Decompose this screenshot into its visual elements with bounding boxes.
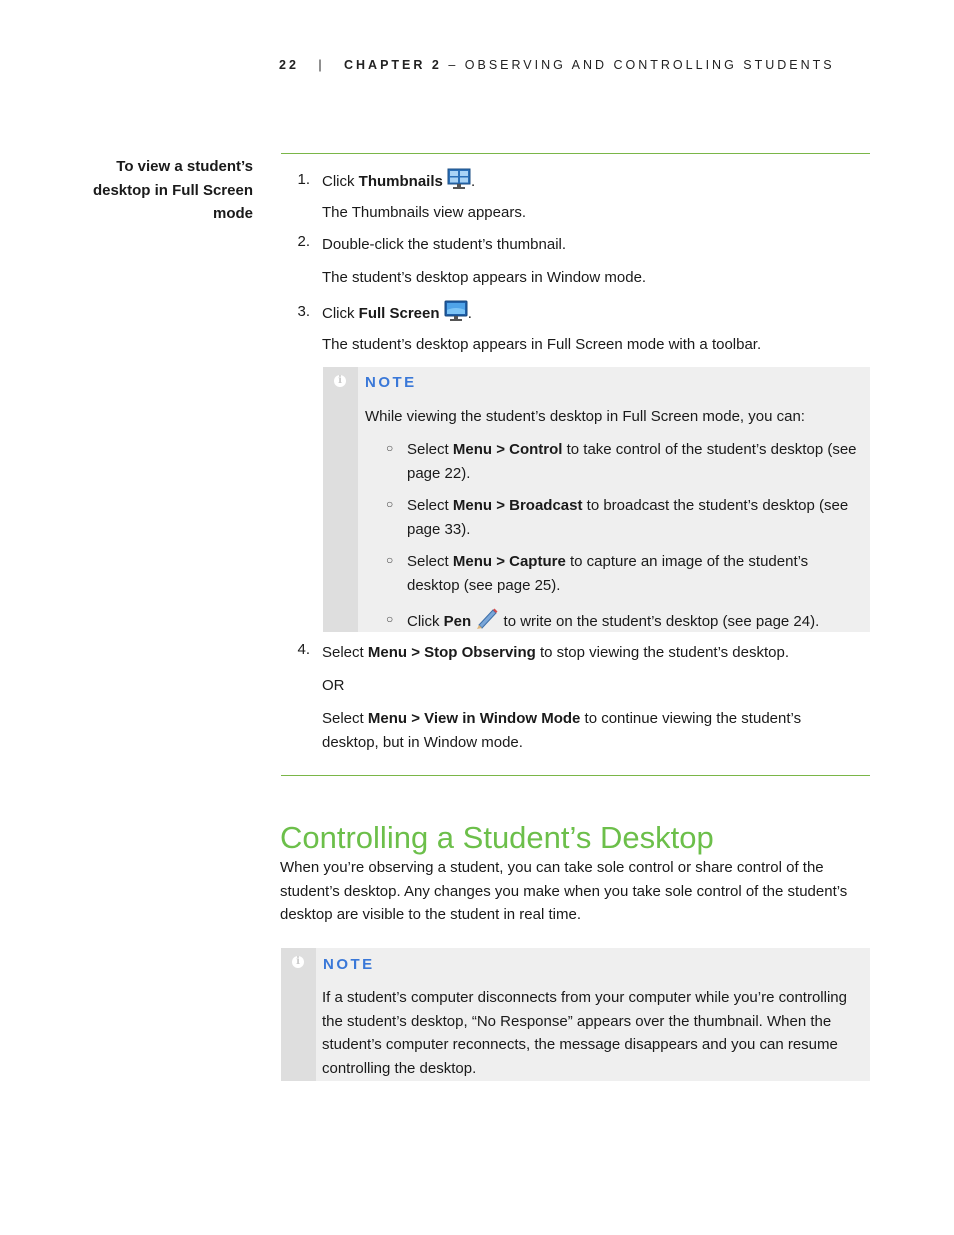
bullet-text: Click [407,613,444,630]
body-line: desktop are visible to the student in real time. [280,906,581,923]
header-separator: | [318,58,325,72]
bullet-text: Select [407,441,453,458]
step-3-text [322,302,472,326]
pen-icon [475,607,499,629]
step-3-result: The student’s desktop appears in Full Screen mode with a toolbar. [322,336,762,353]
page-number: 22 [279,58,299,72]
procedure-heading-line: desktop in Full Screen [92,181,253,199]
step-text: to continue viewing the student’s [580,710,802,727]
step-text: Click [322,305,359,322]
ui-term: Thumbnails [358,173,443,190]
ui-term: Full Screen [358,305,440,322]
bullet-text: page 22). [407,464,471,482]
procedure-heading-line: mode [212,205,253,222]
bullet-text: to write on the student’s desktop (see page 24). [499,613,820,630]
chapter-label: CHAPTER 2 [344,58,442,72]
step-number: 1. [297,171,310,188]
ui-term: Menu > Broadcast [452,497,583,514]
ui-term: Menu > Capture [452,553,566,570]
step-text: Click [322,173,359,190]
step-2-result: The student’s desktop appears in Window mode. [322,269,647,286]
note-label: NOTE [323,956,375,973]
note-sidebar [323,367,358,632]
bullet-text: to capture an image of the student’s [565,553,809,570]
procedure-heading [60,155,253,226]
step-4-text [322,641,789,665]
step-text: to stop viewing the student’s desktop. [535,644,790,661]
note-line: If a student’s computer disconnects from your computer while you’re controlling [322,989,847,1006]
body-line: student’s desktop. Any changes you make when you take sole control of the student’s [280,882,848,900]
thumbnails-icon [447,168,471,190]
step-text: . [467,305,472,322]
bullet-text: desktop (see page 25). [407,576,561,594]
bullet-marker: ○ [386,612,394,626]
step-2-text: Double-click the student’s thumbnail. [322,236,567,253]
bullet-text: to broadcast the student’s desktop (see [582,497,849,514]
step-text: Select [322,644,368,661]
note-bullet [407,438,857,485]
note-body [322,986,847,1080]
body-line: When you’re observing a student, you can take sole control or share control of the [280,859,824,876]
step-text: Select [322,710,368,727]
ui-term: Menu > View in Window Mode [367,710,581,727]
step-1-text [322,170,475,194]
note-line: the student’s desktop, “No Response” appears over the thumbnail. When the [322,1012,832,1030]
step-4-or: OR [322,677,345,694]
procedure-heading-line: To view a student’s [116,158,253,175]
ui-term: Menu > Stop Observing [367,644,536,661]
bullet-text: Select [407,497,453,514]
ui-term: Menu > Control [452,441,563,458]
note-bullet [407,494,848,541]
info-icon: i [292,956,304,968]
step-number: 4. [297,641,310,658]
ui-term: Pen [443,613,472,630]
bullet-marker: ○ [386,553,394,567]
note-bullet [407,550,808,597]
note-label: NOTE [365,374,417,391]
bottom-divider [281,775,870,776]
running-header [279,58,835,72]
full-screen-icon [444,300,468,322]
bullet-text: Select [407,553,453,570]
step-1-result: The Thumbnails view appears. [322,204,526,221]
bullet-text: to take control of the student’s desktop (see [562,441,857,458]
note-intro: While viewing the student’s desktop in Full Screen mode, you can: [365,408,805,425]
step-number: 3. [297,303,310,320]
step-4-alternative [322,707,801,754]
step-text: . [471,173,476,190]
section-body [280,856,847,927]
chapter-title: – OBSERVING AND CONTROLLING STUDENTS [448,58,835,72]
step-number: 2. [297,233,310,250]
info-icon: i [334,375,346,387]
section-title: Controlling a Student’s Desktop [280,820,714,855]
bullet-marker: ○ [386,441,394,455]
bullet-marker: ○ [386,497,394,511]
note-line: student’s computer reconnects, the message disappears and you can resume [322,1036,838,1053]
top-divider [281,153,870,154]
note-line: controlling the desktop. [322,1059,477,1077]
note-bullet [407,610,819,634]
step-text: desktop, but in Window mode. [322,733,523,751]
bullet-text: page 33). [407,520,471,538]
